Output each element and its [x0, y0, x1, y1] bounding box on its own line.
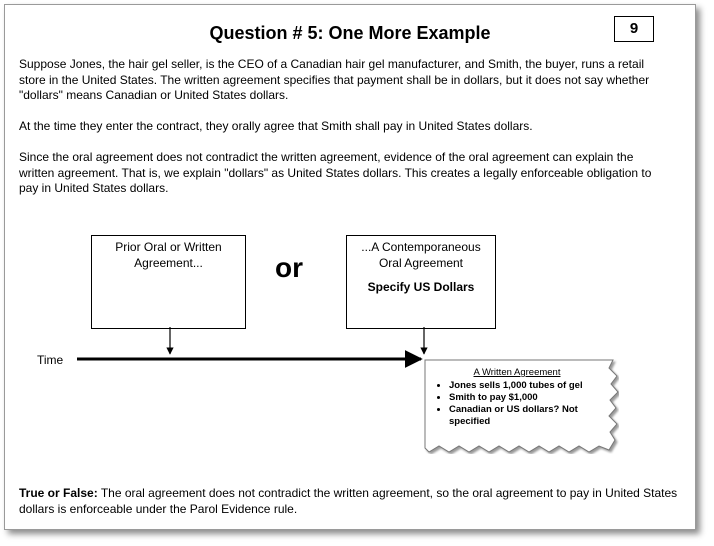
page-number: 9	[614, 16, 654, 42]
list-item: • Canadian or US dollars? Not specified	[449, 404, 607, 428]
written-agreement-title: A Written Agreement	[473, 367, 561, 378]
page-title: Question # 5: One More Example	[209, 23, 491, 43]
paragraph-explanation: Since the oral agreement does not contradict the written agreement, evidence of the oral agreement can explain the written agreement. That is, we explain "dollars" as United States dollars. This creates a legally enforceable obligation to pay in United States dollars.	[19, 150, 652, 195]
list-item: • Jones sells 1,000 tubes of gel	[449, 380, 607, 392]
or-label: or	[275, 252, 303, 283]
contemp-box-line1: ...A Contemporaneous	[361, 240, 481, 254]
paragraph-oral-agreement: At the time they enter the contract, they orally agree that Smith shall pay in United States dollars.	[19, 119, 533, 133]
contemp-box-bold: Specify US Dollars	[367, 280, 475, 294]
prior-box-line1: Prior Oral or Written	[115, 240, 222, 254]
time-label: Time	[37, 353, 64, 367]
written-agreement-list	[427, 380, 607, 428]
contemp-box-line2: Oral Agreement	[378, 256, 464, 270]
true-false-label: True or False:	[19, 486, 98, 500]
true-false-question	[19, 485, 684, 517]
prior-box-line2: Agreement...	[134, 256, 203, 270]
list-item: • Smith to pay $1,000	[449, 392, 607, 404]
written-agreement-content	[427, 367, 607, 428]
paragraph-scenario: Suppose Jones, the hair gel seller, is the CEO of a Canadian hair gel manufacturer, and Smith, the buyer, runs a retail store in the United States. The written agreement specifies that payment shall be in dollars, but it does not say whether "dollars" means Canadian or United States dollars.	[19, 57, 650, 102]
written-agreement-note	[423, 358, 619, 454]
slide	[4, 4, 696, 530]
true-false-text: The oral agreement does not contradict the written agreement, so the oral agreement to pay in United States dollars is enforceable under the Parol Evidence rule.	[19, 486, 678, 516]
